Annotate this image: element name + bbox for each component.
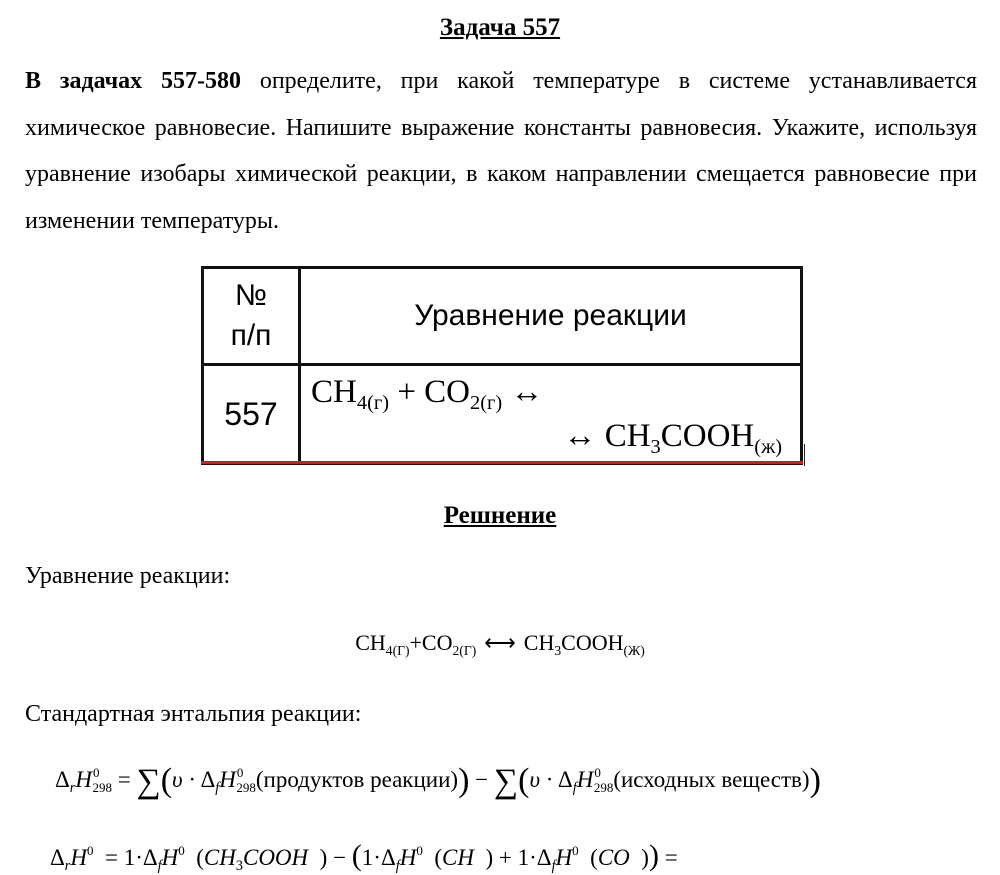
header-number-cell <box>203 268 300 365</box>
solution-title: Решнение <box>443 502 557 529</box>
task-description <box>25 58 977 244</box>
task-title: Задача 557 <box>439 14 561 41</box>
header-equation-cell: Уравнение реакции <box>300 268 802 365</box>
formula-products: (продуктов реакции) <box>255 767 459 792</box>
formula-reactants: (исходных веществ) <box>613 767 810 792</box>
equilibrium-arrow: ⟷ <box>484 630 516 655</box>
header-number-symbol: № <box>234 279 268 312</box>
red-underline <box>201 461 803 464</box>
equation-line-1: $CH_{4(г)} + CO_{2(г)}$ ↔ <box>311 374 544 415</box>
task-description-text: определите, при какой температуре в системе устанавливается химическое равновесие. Напишите выражение константы равновесия. Укажите, используя уравнение изобары химической реакции, в каком направлении смещается равновесие при изменении температуры. <box>25 68 978 234</box>
text-cursor <box>804 444 805 466</box>
task-range-bold: В задачах 557-580 <box>25 68 241 94</box>
enthalpy-formula: $\Delta_rH^0_{298} = \sum(\upsilon$ · $\Delta_fH^0_{298}(продуктов$ реакции)) − $\sum(\upsilon \cdot \Delta_fH^0_{298}(исходных$ веществ)) <box>55 762 821 800</box>
reaction-table <box>201 266 803 465</box>
reaction-label: Уравнение реакции: <box>25 563 231 589</box>
equation-line-2: ↔ $CH_3COOH_{(ж)}$ <box>563 418 782 459</box>
enthalpy-formula-line-2-cut: $\Delta_rH^0 = 1\cdot\Delta_fH^0$ ($CH_3COOH$ ) − ($1\cdot\Delta_fH^0$ (CH ) + $1\cdot\Delta_fH^0$ (CO )) = <box>50 839 678 874</box>
enthalpy-label: Стандартная энтальпия реакции: <box>25 701 362 727</box>
header-number-label: п/п <box>230 319 272 352</box>
row-number-cell: 557 <box>203 365 300 464</box>
reaction-equation: $CH_{4(Г)}+CO_{2(Г)}$ ⟷ $CH_3COOH_{(Ж)}$ <box>355 630 645 658</box>
row-equation-cell <box>300 365 802 464</box>
